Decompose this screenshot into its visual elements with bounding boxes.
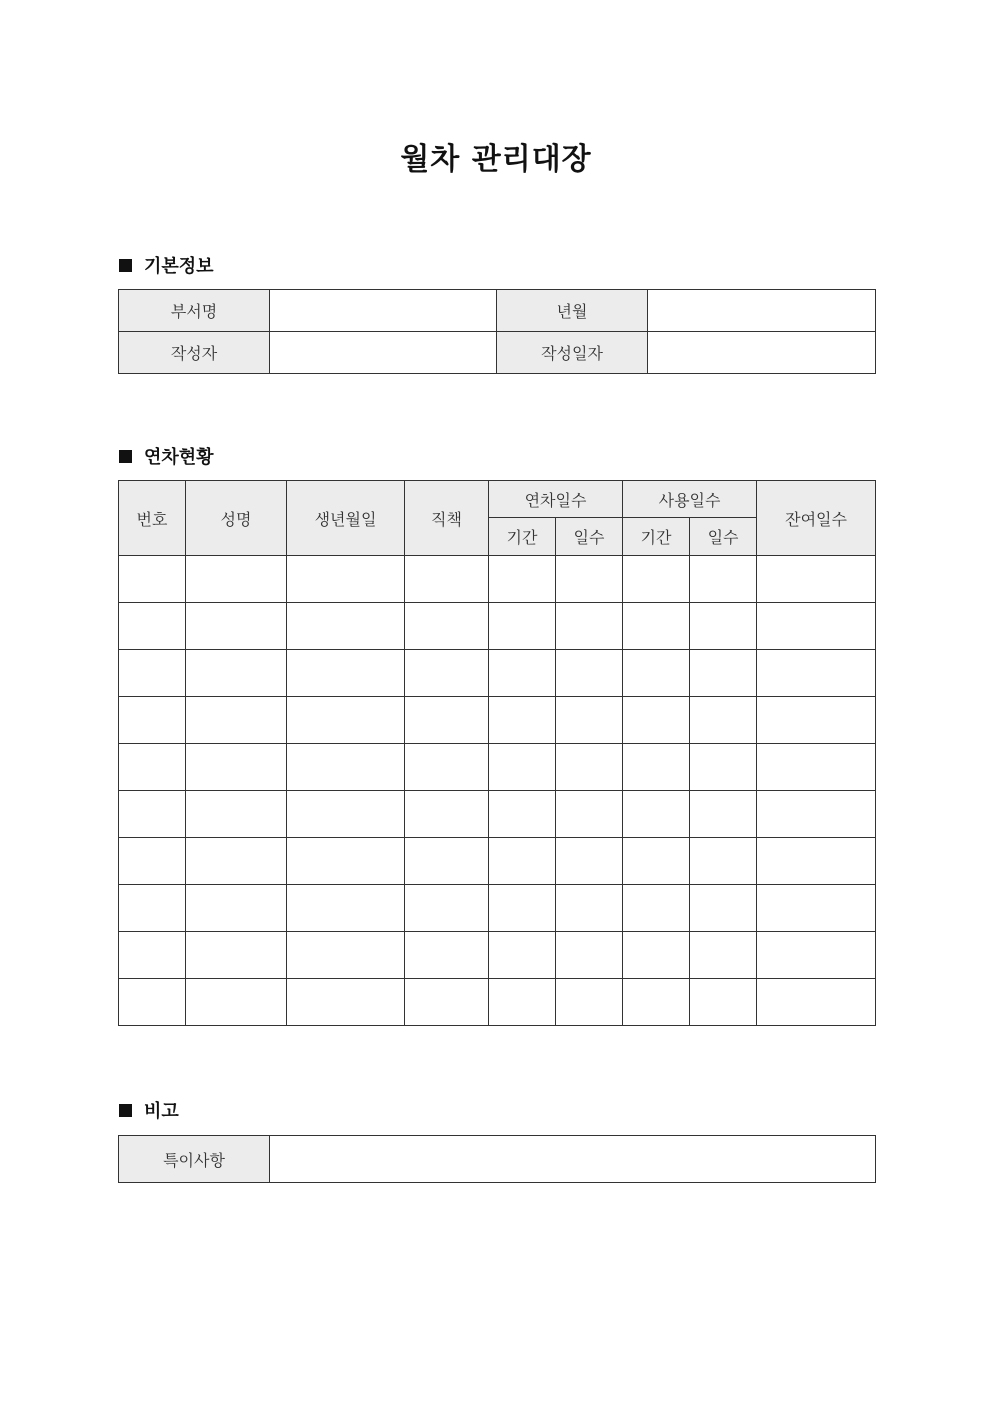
cell-position[interactable] <box>405 603 489 650</box>
date-field[interactable] <box>648 332 876 374</box>
cell-used-period[interactable] <box>623 932 690 979</box>
square-bullet-icon <box>119 450 132 463</box>
cell-used-period[interactable] <box>623 603 690 650</box>
square-bullet-icon <box>119 1104 132 1117</box>
cell-remaining[interactable] <box>757 932 876 979</box>
table-row <box>119 603 876 650</box>
cell-no[interactable] <box>119 603 186 650</box>
cell-used-count[interactable] <box>690 979 757 1026</box>
cell-annual-count[interactable] <box>556 932 623 979</box>
cell-used-count[interactable] <box>690 885 757 932</box>
table-row <box>119 697 876 744</box>
cell-birth[interactable] <box>287 838 405 885</box>
table-row <box>119 290 876 332</box>
cell-no[interactable] <box>119 556 186 603</box>
cell-no[interactable] <box>119 885 186 932</box>
cell-name[interactable] <box>186 650 287 697</box>
table-row <box>119 332 876 374</box>
cell-no[interactable] <box>119 791 186 838</box>
cell-annual-count[interactable] <box>556 697 623 744</box>
cell-remaining[interactable] <box>757 556 876 603</box>
cell-remaining[interactable] <box>757 791 876 838</box>
cell-used-count[interactable] <box>690 697 757 744</box>
cell-name[interactable] <box>186 838 287 885</box>
table-row <box>119 791 876 838</box>
leave-status-table <box>118 480 876 1026</box>
table-row <box>119 744 876 791</box>
cell-remaining[interactable] <box>757 650 876 697</box>
cell-used-count[interactable] <box>690 744 757 791</box>
cell-annual-count[interactable] <box>556 650 623 697</box>
cell-position[interactable] <box>405 556 489 603</box>
col-header-annual-count: 일수 <box>556 518 623 556</box>
cell-position[interactable] <box>405 838 489 885</box>
cell-annual-count[interactable] <box>556 979 623 1026</box>
table-row <box>119 838 876 885</box>
special-notes-field[interactable] <box>270 1136 876 1183</box>
cell-used-period[interactable] <box>623 697 690 744</box>
cell-annual-period[interactable] <box>489 791 556 838</box>
col-header-birth: 생년월일 <box>287 481 405 556</box>
cell-name[interactable] <box>186 556 287 603</box>
cell-used-count[interactable] <box>690 650 757 697</box>
cell-position[interactable] <box>405 697 489 744</box>
cell-position[interactable] <box>405 885 489 932</box>
cell-birth[interactable] <box>287 603 405 650</box>
cell-no[interactable] <box>119 838 186 885</box>
table-row <box>119 932 876 979</box>
cell-position[interactable] <box>405 744 489 791</box>
cell-no[interactable] <box>119 932 186 979</box>
cell-birth[interactable] <box>287 697 405 744</box>
col-header-used-count: 일수 <box>690 518 757 556</box>
notes-table <box>118 1135 876 1183</box>
cell-used-count[interactable] <box>690 556 757 603</box>
header-row <box>119 481 876 518</box>
cell-used-period[interactable] <box>623 979 690 1026</box>
cell-remaining[interactable] <box>757 697 876 744</box>
section-notes-title: 비고 <box>144 1101 179 1122</box>
cell-used-count[interactable] <box>690 838 757 885</box>
cell-birth[interactable] <box>287 791 405 838</box>
col-header-name: 성명 <box>186 481 287 556</box>
cell-birth[interactable] <box>287 885 405 932</box>
section-basic-title: 기본정보 <box>144 256 214 277</box>
cell-no[interactable] <box>119 697 186 744</box>
dept-label: 부서명 <box>119 290 270 332</box>
cell-no[interactable] <box>119 650 186 697</box>
cell-birth[interactable] <box>287 650 405 697</box>
col-header-position: 직책 <box>405 481 489 556</box>
square-bullet-icon <box>119 259 132 272</box>
cell-annual-period[interactable] <box>489 603 556 650</box>
cell-name[interactable] <box>186 791 287 838</box>
basic-info-table <box>118 289 876 374</box>
cell-annual-period[interactable] <box>489 885 556 932</box>
col-header-annual-period: 기간 <box>489 518 556 556</box>
table-row <box>119 556 876 603</box>
dept-field[interactable] <box>270 290 497 332</box>
cell-position[interactable] <box>405 650 489 697</box>
section-basic-heading <box>119 253 214 277</box>
cell-name[interactable] <box>186 744 287 791</box>
cell-annual-period[interactable] <box>489 697 556 744</box>
page-title: 월차 관리대장 <box>400 142 592 177</box>
cell-annual-count[interactable] <box>556 556 623 603</box>
cell-used-period[interactable] <box>623 650 690 697</box>
cell-remaining[interactable] <box>757 838 876 885</box>
cell-name[interactable] <box>186 932 287 979</box>
cell-annual-count[interactable] <box>556 744 623 791</box>
col-header-no: 번호 <box>119 481 186 556</box>
cell-used-period[interactable] <box>623 885 690 932</box>
cell-annual-period[interactable] <box>489 838 556 885</box>
cell-annual-period[interactable] <box>489 979 556 1026</box>
special-notes-label: 특이사항 <box>119 1136 270 1183</box>
cell-position[interactable] <box>405 791 489 838</box>
section-notes-heading <box>119 1098 179 1122</box>
cell-used-period[interactable] <box>623 744 690 791</box>
cell-used-period[interactable] <box>623 556 690 603</box>
cell-remaining[interactable] <box>757 885 876 932</box>
cell-no[interactable] <box>119 744 186 791</box>
cell-used-period[interactable] <box>623 791 690 838</box>
date-label: 작성일자 <box>497 332 648 374</box>
cell-birth[interactable] <box>287 556 405 603</box>
cell-annual-period[interactable] <box>489 744 556 791</box>
cell-used-count[interactable] <box>690 603 757 650</box>
cell-remaining[interactable] <box>757 744 876 791</box>
yearmonth-label: 년월 <box>497 290 648 332</box>
cell-used-count[interactable] <box>690 932 757 979</box>
cell-annual-count[interactable] <box>556 791 623 838</box>
table-row <box>119 1136 876 1183</box>
cell-used-count[interactable] <box>690 791 757 838</box>
cell-no[interactable] <box>119 979 186 1026</box>
cell-position[interactable] <box>405 932 489 979</box>
writer-field[interactable] <box>270 332 497 374</box>
table-row <box>119 885 876 932</box>
cell-name[interactable] <box>186 979 287 1026</box>
cell-remaining[interactable] <box>757 603 876 650</box>
section-leave-heading <box>119 444 214 468</box>
cell-name[interactable] <box>186 885 287 932</box>
col-header-annual-days: 연차일수 <box>489 481 623 518</box>
cell-position[interactable] <box>405 979 489 1026</box>
cell-remaining[interactable] <box>757 979 876 1026</box>
cell-used-period[interactable] <box>623 838 690 885</box>
cell-name[interactable] <box>186 697 287 744</box>
table-row <box>119 979 876 1026</box>
col-header-used-days: 사용일수 <box>623 481 757 518</box>
col-header-remaining: 잔여일수 <box>757 481 876 556</box>
writer-label: 작성자 <box>119 332 270 374</box>
yearmonth-field[interactable] <box>648 290 876 332</box>
cell-birth[interactable] <box>287 932 405 979</box>
cell-annual-count[interactable] <box>556 603 623 650</box>
table-row <box>119 650 876 697</box>
cell-annual-period[interactable] <box>489 932 556 979</box>
cell-birth[interactable] <box>287 979 405 1026</box>
cell-annual-period[interactable] <box>489 650 556 697</box>
cell-name[interactable] <box>186 603 287 650</box>
cell-annual-count[interactable] <box>556 838 623 885</box>
cell-birth[interactable] <box>287 744 405 791</box>
cell-annual-count[interactable] <box>556 885 623 932</box>
section-leave-title: 연차현황 <box>144 447 214 468</box>
cell-annual-period[interactable] <box>489 556 556 603</box>
col-header-used-period: 기간 <box>623 518 690 556</box>
